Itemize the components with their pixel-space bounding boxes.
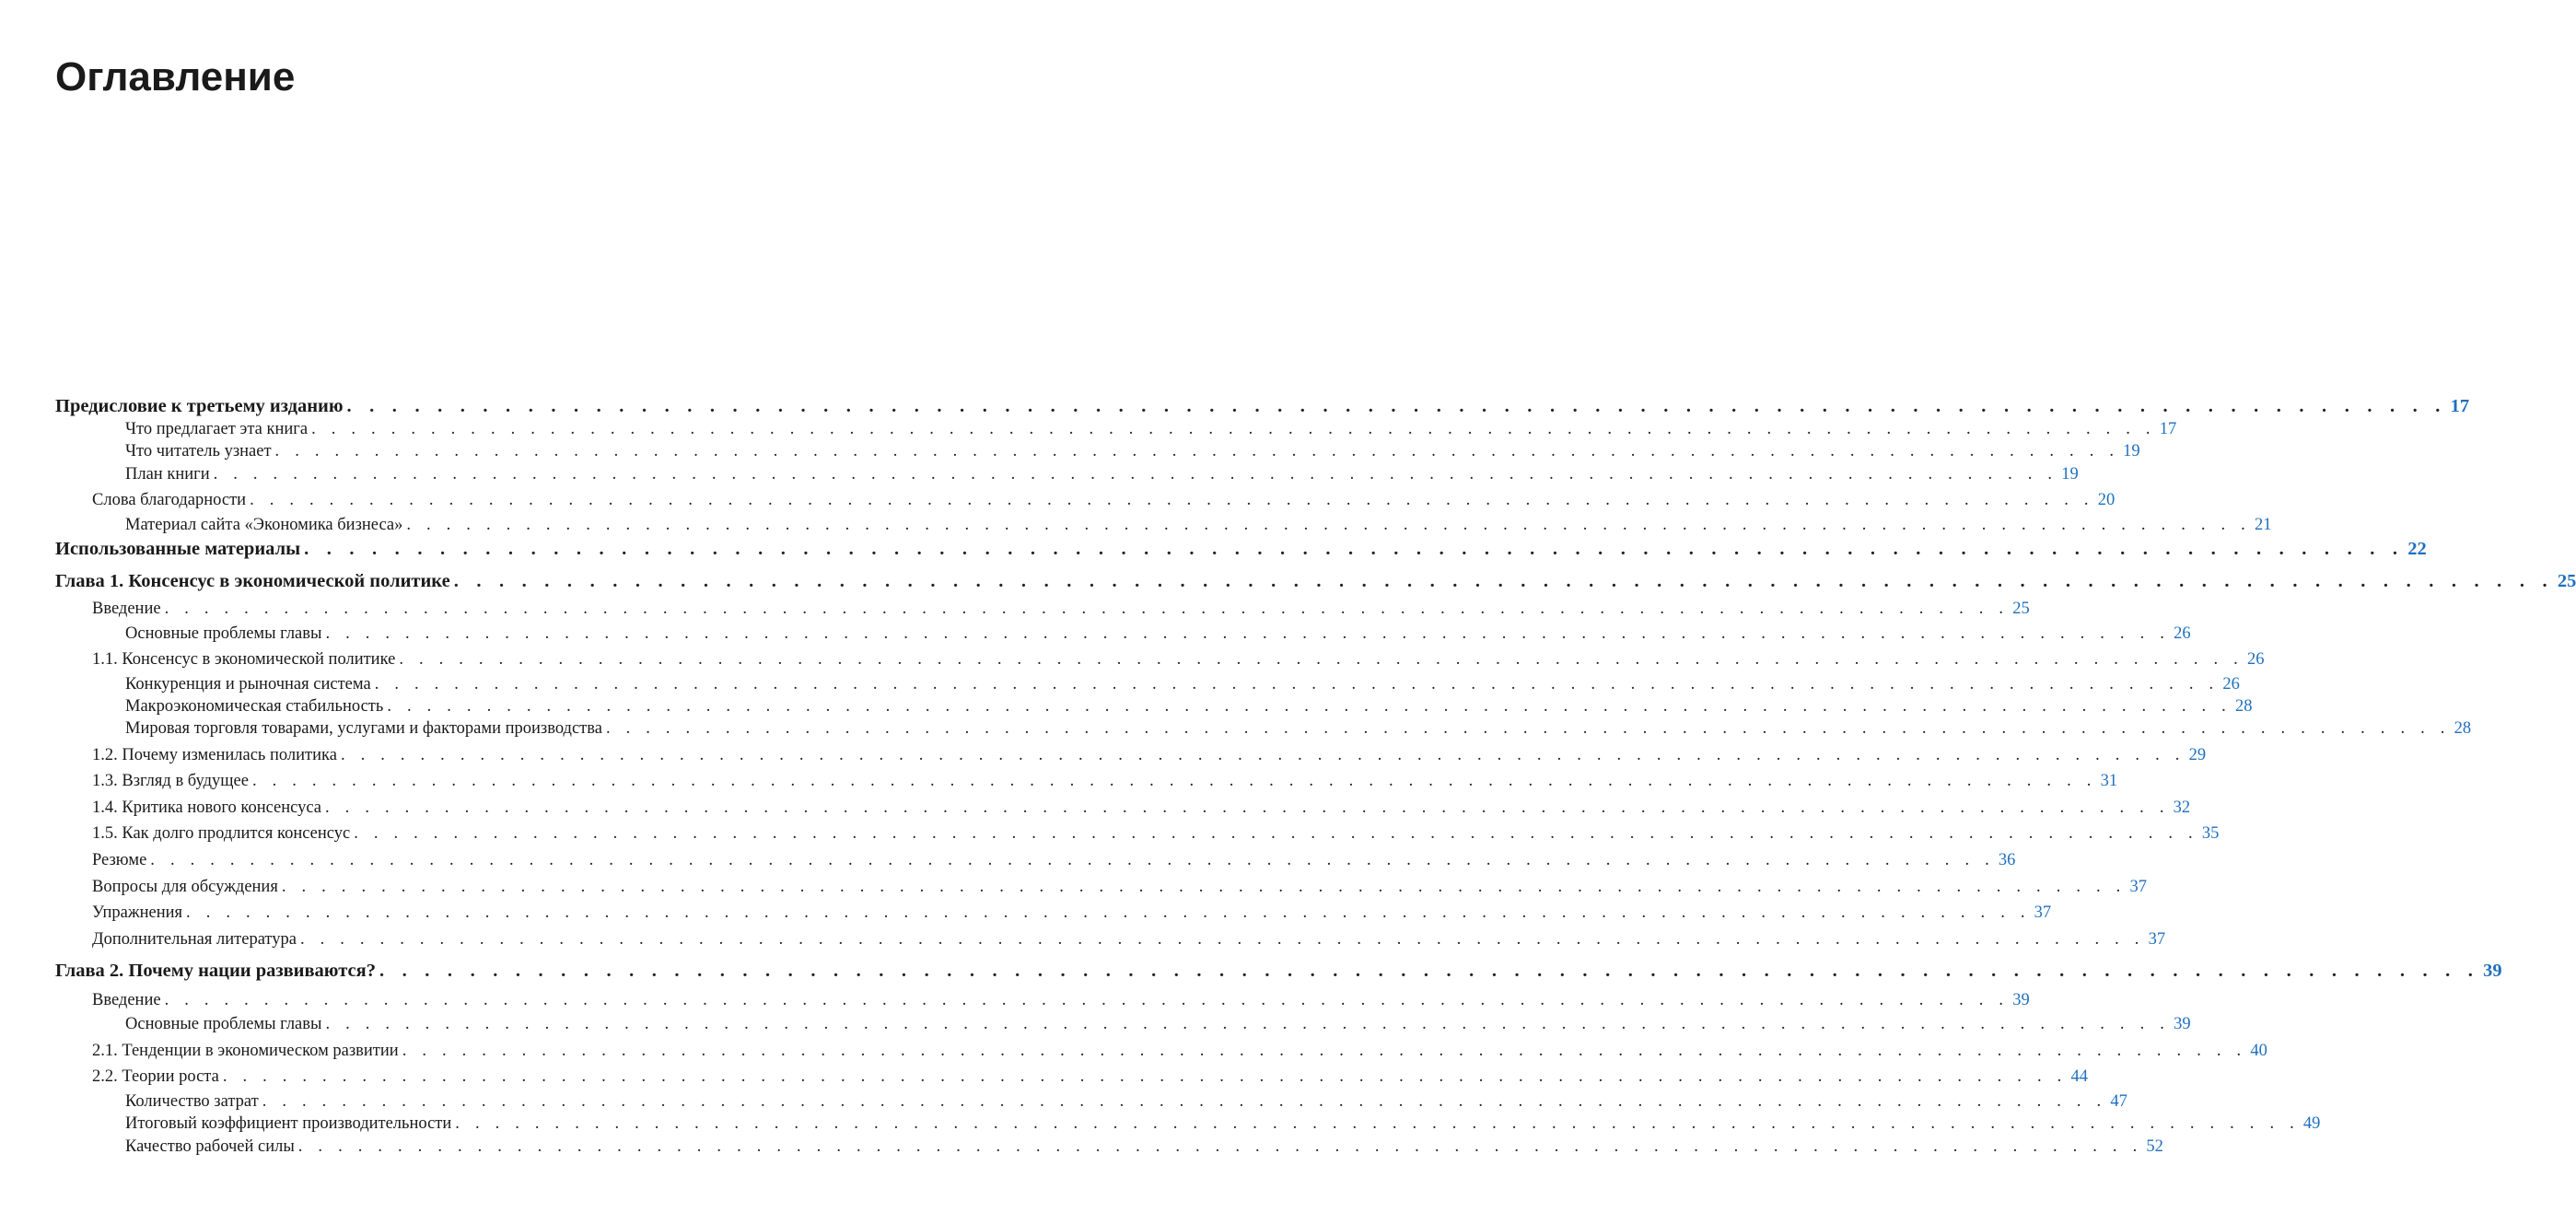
toc-page-number[interactable]: 19 xyxy=(2123,442,2140,460)
toc-entry-label: Слова благодарности xyxy=(92,491,247,509)
toc-leader-dots: . . . . . . . . . . . . . . . . . . . . . . . . . . . . . . . . . . . . . . . . . . . . . . . . . . . . . . . . . . . . . . . . . . . . . . . . . . . . . . . . . . . . . . . . . . . . . xyxy=(150,851,1995,869)
toc-page-number[interactable]: 26 xyxy=(2246,650,2265,669)
toc-entry-ch1-summary[interactable] xyxy=(55,849,2016,871)
toc-entry-label: Глава 1. Консенсус в экономической политике xyxy=(55,571,450,591)
toc-entry-label: 1.5. Как долго продлится консенсус xyxy=(92,824,351,843)
toc-leader-dots: . . . . . . . . . . . . . . . . . . . . . . . . . . . . . . . . . . . . . . . . . . . . . . . . . . . . . . . . . . . . . . . . . . . . . . . . . . . . . . . . . . . . . . . . . . . . . xyxy=(311,420,2156,438)
toc-leader-dots: . . . . . . . . . . . . . . . . . . . . . . . . . . . . . . . . . . . . . . . . . . . . . . . . . . . . . . . . . . . . . . . . . . . . . . . . . . . . . . . . . . . . . . . . . . . . . xyxy=(251,772,2097,790)
toc-leader-dots: . . . . . . . . . . . . . . . . . . . . . . . . . . . . . . . . . . . . . . . . . . . . . . . . . . . . . . . . . . . . . . . . . . . . . . . . . . . . . . . . . . . . . . . . . . . . . xyxy=(402,1042,2247,1060)
toc-entry-book-plan[interactable] xyxy=(55,463,2079,485)
toc-entry-website-material[interactable] xyxy=(55,514,2272,536)
toc-entry-label: Резюме xyxy=(92,851,147,869)
toc-page-number[interactable]: 17 xyxy=(2450,396,2470,416)
toc-page-number[interactable]: 25 xyxy=(2557,571,2576,591)
toc-entry-label: Основные проблемы главы xyxy=(125,1015,322,1033)
toc-leader-dots: . . . . . . . . . . . . . . . . . . . . . . . . . . . . . . . . . . . . . . . . . . . . . . . . . . . . . . . . . . . . . . . . . . . . . . . . . . . . . . . . . . . . . . . . . . . . . xyxy=(164,991,2010,1009)
toc-page-number[interactable]: 19 xyxy=(2061,465,2079,484)
page-title: Оглавление xyxy=(55,54,296,99)
toc-page-number[interactable]: 35 xyxy=(2201,824,2220,843)
toc-entry-label: Глава 2. Почему нации развиваются? xyxy=(55,961,376,981)
toc-entry-section-2-1[interactable] xyxy=(55,1040,2267,1062)
toc-entry-label: 2.2. Теории роста xyxy=(92,1067,219,1086)
toc-entry-ch2-introduction[interactable] xyxy=(55,989,2030,1011)
toc-entry-label: 1.2. Почему изменилась политика xyxy=(92,746,337,764)
toc-leader-dots: . . . . . . . . . . . . . . . . . . . . . . . . . . . . . . . . . . . . . . . . . . . . . . . . . . . . . . . . . . . . . . . . . . . . . . . . . . . . . . . . . . . . . . . . . . . . . xyxy=(455,1114,2300,1133)
toc-entry-label: 1.3. Взгляд в будущее xyxy=(92,772,249,790)
toc-entry-sources-used[interactable] xyxy=(55,538,2427,560)
toc-entry-macro-stability[interactable] xyxy=(55,695,2253,717)
toc-entry-label: Итоговый коэффициент производительности xyxy=(125,1114,452,1133)
toc-entry-section-1-5[interactable] xyxy=(55,822,2220,845)
toc-entry-ch1-main-problems[interactable] xyxy=(55,623,2191,645)
toc-entry-label: Что читатель узнает xyxy=(125,442,272,460)
toc-leader-dots: . . . . . . . . . . . . . . . . . . . . . . . . . . . . . . . . . . . . . . . . . . . . . . . . . . . . . . . . . . . . . . . . . . . . . . . . . . . . . . . . . . . . . . . . . . . . . xyxy=(346,396,2447,416)
toc-leader-dots: . . . . . . . . . . . . . . . . . . . . . . . . . . . . . . . . . . . . . . . . . . . . . . . . . . . . . . . . . . . . . . . . . . . . . . . . . . . . . . . . . . . . . . . . . . . . . xyxy=(281,878,2127,896)
toc-entry-section-1-4[interactable] xyxy=(55,797,2191,819)
toc-leader-dots: . . . . . . . . . . . . . . . . . . . . . . . . . . . . . . . . . . . . . . . . . . . . . . . . . . . . . . . . . . . . . . . . . . . . . . . . . . . . . . . . . . . . . . . . . . . . . xyxy=(387,697,2232,716)
toc-entry-label: Упражнения xyxy=(92,903,183,922)
toc-page-number[interactable]: 22 xyxy=(2407,539,2427,559)
toc-leader-dots: . . . . . . . . . . . . . . . . . . . . . . . . . . . . . . . . . . . . . . . . . . . . . . . . . . . . . . . . . . . . . . . . . . . . . . . . . . . . . . . . . . . . . . . . . . . . . xyxy=(325,624,2171,643)
toc-leader-dots: . . . . . . . . . . . . . . . . . . . . . . . . . . . . . . . . . . . . . . . . . . . . . . . . . . . . . . . . . . . . . . . . . . . . . . . . . . . . . . . . . . . . . . . . . . . . . xyxy=(186,903,2031,922)
toc-page-number[interactable]: 47 xyxy=(2110,1092,2127,1111)
toc-entry-acknowledgements[interactable] xyxy=(55,489,2116,511)
toc-entry-preface[interactable] xyxy=(55,395,2470,417)
toc-leader-dots: . . . . . . . . . . . . . . . . . . . . . . . . . . . . . . . . . . . . . . . . . . . . . . . . . . . . . . . . . . . . . . . . . . . . . . . . . . . . . . . . . . . . . . . . . . . . . xyxy=(325,1015,2171,1033)
toc-entry-ch1-further-reading[interactable] xyxy=(55,928,2166,950)
toc-page-number[interactable]: 36 xyxy=(1998,851,2016,869)
toc-leader-dots: . . . . . . . . . . . . . . . . . . . . . . . . . . . . . . . . . . . . . . . . . . . . . . . . . . . . . . . . . . . . . . . . . . . . . . . . . . . . . . . . . . . . . . . . . . . . . xyxy=(222,1067,2068,1086)
toc-entry-competition[interactable] xyxy=(55,673,2240,695)
toc-page-number[interactable]: 37 xyxy=(2129,878,2147,896)
toc-entry-label: Качество рабочей силы xyxy=(125,1137,295,1156)
toc-page-number[interactable]: 52 xyxy=(2146,1137,2163,1156)
toc-entry-ch1-discussion-questions[interactable] xyxy=(55,876,2147,898)
toc-leader-dots: . . . . . . . . . . . . . . . . . . . . . . . . . . . . . . . . . . . . . . . . . . . . . . . . . . . . . . . . . . . . . . . . . . . . . . . . . . . . . . . . . . . . . . . . . . . . . xyxy=(399,650,2244,669)
toc-leader-dots: . . . . . . . . . . . . . . . . . . . . . . . . . . . . . . . . . . . . . . . . . . . . . . . . . . . . . . . . . . . . . . . . . . . . . . . . . . . . . . . . . . . . . . . . . . . . . xyxy=(274,442,2120,460)
toc-leader-dots: . . . . . . . . . . . . . . . . . . . . . . . . . . . . . . . . . . . . . . . . . . . . . . . . . . . . . . . . . . . . . . . . . . . . . . . . . . . . . . . . . . . . . . . . . . . . . xyxy=(262,1092,2107,1111)
toc-entry-ch1-introduction[interactable] xyxy=(55,598,2030,620)
toc-entry-chapter-1[interactable] xyxy=(55,570,2576,592)
toc-entry-section-1-2[interactable] xyxy=(55,744,2207,766)
toc-leader-dots: . . . . . . . . . . . . . . . . . . . . . . . . . . . . . . . . . . . . . . . . . . . . . . . . . . . . . . . . . . . . . . . . . . . . . . . . . . . . . . . . . . . . . . . . . . . . . xyxy=(605,719,2451,738)
toc-entry-section-1-3[interactable] xyxy=(55,770,2118,792)
toc-leader-dots: . . . . . . . . . . . . . . . . . . . . . . . . . . . . . . . . . . . . . . . . . . . . . . . . . . . . . . . . . . . . . . . . . . . . . . . . . . . . . . . . . . . . . . . . . . . . . xyxy=(340,746,2186,764)
toc-entry-label: Введение xyxy=(92,991,161,1009)
toc-entry-what-book-offers[interactable] xyxy=(55,418,2177,440)
toc-page-number[interactable]: 40 xyxy=(2250,1042,2267,1060)
toc-page-number[interactable]: 28 xyxy=(2234,697,2253,716)
toc-entry-label: План книги xyxy=(125,465,210,484)
toc-page-number[interactable]: 17 xyxy=(2159,420,2177,438)
toc-entry-ch1-exercises[interactable] xyxy=(55,902,2052,924)
toc-leader-dots: . . . . . . . . . . . . . . . . . . . . . . . . . . . . . . . . . . . . . . . . . . . . . . . . . . . . . . . . . . . . . . . . . . . . . . . . . . . . . . . . . . . . . . . . . . . . . xyxy=(164,600,2010,618)
toc-page-number[interactable]: 39 xyxy=(2174,1015,2191,1033)
toc-entry-label: Количество затрат xyxy=(125,1092,259,1111)
toc-leader-dots: . . . . . . . . . . . . . . . . . . . . . . . . . . . . . . . . . . . . . . . . . . . . . . . . . . . . . . . . . . . . . . . . . . . . . . . . . . . . . . . . . . . . . . . . . . . . . xyxy=(297,1137,2143,1156)
toc-entry-chapter-2[interactable] xyxy=(55,960,2502,982)
toc-page-number[interactable]: 31 xyxy=(2100,772,2118,790)
toc-entry-world-trade[interactable] xyxy=(55,717,2472,740)
toc-entry-ch2-main-problems[interactable] xyxy=(55,1013,2191,1035)
toc-entry-label: Предисловие к третьему изданию xyxy=(55,396,344,416)
toc-page-number[interactable]: 32 xyxy=(2173,799,2191,817)
toc-entry-section-1-1[interactable] xyxy=(55,648,2265,670)
toc-entry-label: Мировая торговля товарами, услугами и факторами производства xyxy=(125,719,602,738)
toc-entry-label: Введение xyxy=(92,600,161,618)
toc-page-number[interactable]: 25 xyxy=(2012,600,2030,618)
toc-page-number[interactable]: 21 xyxy=(2254,516,2272,534)
toc-leader-dots: . . . . . . . . . . . . . . . . . . . . . . . . . . . . . . . . . . . . . . . . . . . . . . . . . . . . . . . . . . . . . . . . . . . . . . . . . . . . . . . . . . . . . . . . . . . . . xyxy=(213,465,2058,484)
toc-entry-label: Основные проблемы главы xyxy=(125,624,322,643)
toc-leader-dots: . . . . . . . . . . . . . . . . . . . . . . . . . . . . . . . . . . . . . . . . . . . . . . . . . . . . . . . . . . . . . . . . . . . . . . . . . . . . . . . . . . . . . . . . . . . . . xyxy=(325,799,2170,817)
toc-page-number[interactable]: 28 xyxy=(2454,719,2472,738)
toc-entry-label: Вопросы для обсуждения xyxy=(92,878,278,896)
toc-entry-label: Использованные материалы xyxy=(55,539,301,559)
toc-leader-dots: . . . . . . . . . . . . . . . . . . . . . . . . . . . . . . . . . . . . . . . . . . . . . . . . . . . . . . . . . . . . . . . . . . . . . . . . . . . . . . . . . . . . . . . . . . . . . xyxy=(304,539,2405,559)
toc-entry-section-2-2[interactable] xyxy=(55,1066,2088,1088)
toc-page-number[interactable]: 26 xyxy=(2222,675,2240,694)
toc-entry-label: 1.4. Критика нового консенсуса xyxy=(92,799,322,817)
toc-leader-dots: . . . . . . . . . . . . . . . . . . . . . . . . . . . . . . . . . . . . . . . . . . . . . . . . . . . . . . . . . . . . . . . . . . . . . . . . . . . . . . . . . . . . . . . . . . . . . xyxy=(354,824,2198,843)
toc-page-number[interactable]: 20 xyxy=(2097,491,2116,509)
toc-entry-what-reader-learns[interactable] xyxy=(55,440,2140,462)
toc-page-number[interactable]: 44 xyxy=(2070,1067,2088,1086)
toc-entry-label: Макроэкономическая стабильность xyxy=(125,697,384,716)
toc-entry-label: Конкуренция и рыночная система xyxy=(125,675,371,694)
toc-page-number[interactable]: 39 xyxy=(2483,961,2502,981)
toc-leader-dots: . . . . . . . . . . . . . . . . . . . . . . . . . . . . . . . . . . . . . . . . . . . . . . . . . . . . . . . . . . . . . . . . . . . . . . . . . . . . . . . . . . . . . . . . . . . . . xyxy=(406,516,2251,534)
table-of-contents xyxy=(55,0,2576,1224)
toc-entry-label: Материал сайта «Экономика бизнеса» xyxy=(125,516,403,534)
toc-leader-dots: . . . . . . . . . . . . . . . . . . . . . . . . . . . . . . . . . . . . . . . . . . . . . . . . . . . . . . . . . . . . . . . . . . . . . . . . . . . . . . . . . . . . . . . . . . . . . xyxy=(379,961,2480,981)
toc-entry-label: Что предлагает эта книга xyxy=(125,420,309,438)
toc-leader-dots: . . . . . . . . . . . . . . . . . . . . . . . . . . . . . . . . . . . . . . . . . . . . . . . . . . . . . . . . . . . . . . . . . . . . . . . . . . . . . . . . . . . . . . . . . . . . . xyxy=(299,930,2145,949)
toc-page-number[interactable]: 29 xyxy=(2188,746,2207,764)
toc-page-number[interactable]: 39 xyxy=(2012,991,2030,1009)
toc-entry-total-factor-productivity[interactable] xyxy=(55,1113,2321,1135)
toc-page-number[interactable]: 37 xyxy=(2034,903,2052,922)
toc-page-number[interactable]: 26 xyxy=(2174,624,2191,643)
toc-entry-label: 2.1. Тенденции в экономическом развитии xyxy=(92,1042,399,1060)
toc-page-number[interactable]: 37 xyxy=(2148,930,2166,949)
toc-entry-label: 1.1. Консенсус в экономической политике xyxy=(92,650,396,669)
toc-page-number[interactable]: 49 xyxy=(2302,1114,2321,1133)
toc-leader-dots: . . . . . . . . . . . . . . . . . . . . . . . . . . . . . . . . . . . . . . . . . . . . . . . . . . . . . . . . . . . . . . . . . . . . . . . . . . . . . . . . . . . . . . . . . . . . . xyxy=(374,675,2220,694)
toc-entry-labor-quality[interactable] xyxy=(55,1136,2163,1158)
toc-entry-label: Дополнительная литература xyxy=(92,930,297,949)
toc-leader-dots: . . . . . . . . . . . . . . . . . . . . . . . . . . . . . . . . . . . . . . . . . . . . . . . . . . . . . . . . . . . . . . . . . . . . . . . . . . . . . . . . . . . . . . . . . . . . . xyxy=(453,571,2554,591)
toc-leader-dots: . . . . . . . . . . . . . . . . . . . . . . . . . . . . . . . . . . . . . . . . . . . . . . . . . . . . . . . . . . . . . . . . . . . . . . . . . . . . . . . . . . . . . . . . . . . . . xyxy=(250,491,2094,509)
toc-entry-input-quantity[interactable] xyxy=(55,1090,2127,1113)
